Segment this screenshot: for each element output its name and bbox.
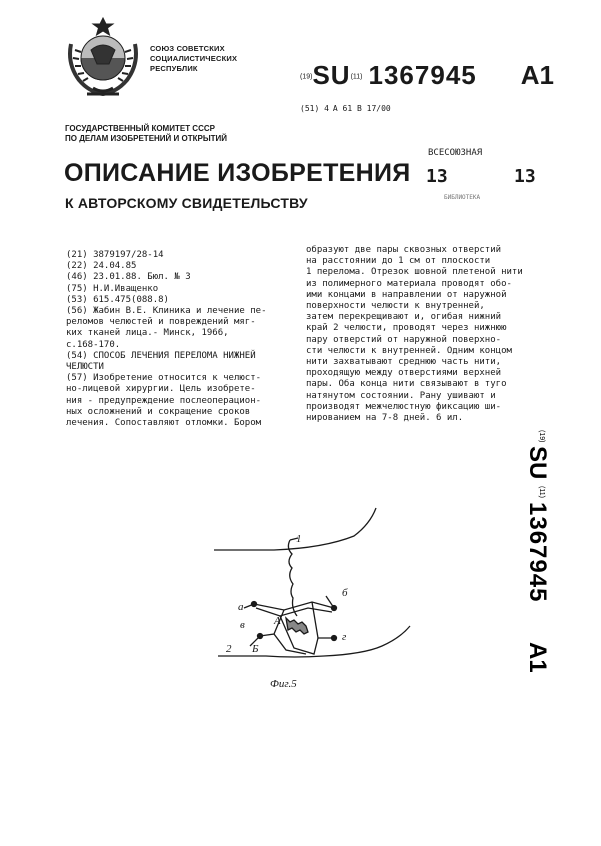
abstract-line: пары. Оба конца нити связывают в туго — [306, 379, 507, 390]
union-line-1: СОЮЗ СОВЕТСКИХ — [150, 44, 225, 53]
biblio-line: (54) СПОСОБ ЛЕЧЕНИЯ ПЕРЕЛОМА НИЖНЕЙ — [66, 350, 256, 361]
abstract-line: пару отверстий от наружной поверхно- — [306, 334, 502, 345]
ipc-class: A 61 B 17/00 — [332, 104, 391, 113]
abstract-line: на расстоянии до 1 см от плоскости — [306, 256, 491, 267]
biblio-line: ния - предупреждение послеоперацион- — [66, 395, 262, 406]
union-name — [150, 44, 237, 74]
figure-label-A: А — [274, 615, 281, 627]
committee-line-2: ПО ДЕЛАМ ИЗОБРЕТЕНИЙ И ОТКРЫТИЙ — [65, 134, 228, 143]
abstract-line: нити захватывают среднюю часть нити, — [306, 357, 502, 368]
figure-label-1: 1 — [296, 533, 302, 545]
side-country: SU — [524, 446, 551, 480]
abstract-line: 1 перелома. Отрезок шовной плетеной нити — [306, 267, 523, 278]
abstract-line: поверхности челюсти к внутренней, — [306, 301, 485, 312]
biblio-line: (75) Н.И.Иващенко — [66, 283, 159, 294]
biblio-line: ных осложнений и сокращение сроков — [66, 406, 251, 417]
side-patent-number — [526, 430, 566, 690]
biblio-line: (22) 24.04.85 — [66, 261, 137, 272]
union-line-3: РЕСПУБЛИК — [150, 64, 198, 73]
document-subtitle: К АВТОРСКОМУ СВИДЕТЕЛЬСТВУ — [65, 195, 308, 211]
figure-label-b-upper: б — [342, 587, 348, 599]
biblio-line: (56) Жабин В.Е. Клиника и лечение пе- — [66, 306, 267, 317]
upper-contour — [214, 508, 376, 550]
library-stamp — [424, 148, 542, 208]
biblio-line: ких тканей лица.- Минск, 1966, — [66, 328, 229, 339]
figure-5-drawing — [214, 498, 424, 698]
patent-number: 1367945 — [368, 60, 477, 90]
ipc-classification — [300, 104, 395, 113]
abstract-line: натянутом состоянии. Рану ушивают и — [306, 390, 496, 401]
side-code-11: (11) — [538, 486, 545, 498]
stamp-left-number: 13 — [426, 166, 448, 187]
patent-number-header — [300, 60, 554, 91]
code-11: (11) — [350, 73, 363, 81]
side-code-19: (19) — [538, 430, 545, 443]
country-code: SU — [312, 60, 351, 90]
biblio-line: (53) 615.475(088.8) — [66, 294, 169, 305]
biblio-line: с.168-170. — [66, 339, 121, 350]
figure-label-v: в — [240, 619, 245, 631]
abstract-line: образуют две пары сквозных отверстий — [306, 245, 502, 255]
committee-line-1: ГОСУДАРСТВЕННЫЙ КОМИТЕТ СССР — [65, 124, 215, 133]
bibliographic-data — [66, 250, 298, 429]
abstract-line: из полимерного материала проводят обо- — [306, 278, 512, 289]
side-number: 1367945 — [524, 502, 551, 603]
stamp-right-number: 13 — [514, 166, 536, 187]
document-title: ОПИСАНИЕ ИЗОБРЕТЕНИЯ — [64, 159, 411, 187]
stamp-line-2: БИБЛИОТЕКА — [444, 194, 481, 201]
stamp-line-1: ВСЕСОЮЗНАЯ — [428, 148, 483, 158]
biblio-line: (57) Изобретение относится к челюст- — [66, 373, 262, 384]
side-kind: A1 — [524, 642, 551, 673]
abstract-line: производят межчелюстную фиксацию ши- — [306, 401, 502, 412]
figure-label-a: а — [238, 601, 244, 613]
biblio-line: (21) 3879197/28-14 — [66, 250, 164, 260]
abstract-line: проходящую между отверстиями верхней — [306, 368, 502, 379]
abstract-text — [306, 245, 550, 424]
patent-kind: A1 — [520, 60, 554, 90]
committee-name — [65, 124, 227, 144]
biblio-line: ЧЕЛЮСТИ — [66, 362, 104, 373]
abstract-line: край 2 челюсти, проводят через нижнюю — [306, 323, 507, 334]
abstract-line: затем перекрещивают и, огибая нижний — [306, 312, 502, 323]
abstract-line: нированием на 7-8 дней. 6 ил. — [306, 413, 464, 424]
biblio-line: лечения. Сопоставляют отломки. Бором — [66, 418, 262, 429]
state-emblem — [63, 14, 143, 100]
fracture-line — [288, 540, 297, 616]
figure-caption: Фиг.5 — [270, 678, 297, 690]
abstract-line: сти челюсти к внутренней. Одним концом — [306, 345, 512, 356]
biblio-line: но-лицевой хирургии. Цель изобрете- — [66, 384, 256, 395]
biblio-line: реломов челюстей и повреждений мяг- — [66, 317, 256, 328]
union-line-2: СОЦИАЛИСТИЧЕСКИХ — [150, 54, 238, 63]
ipc-code: (51) 4 — [300, 104, 329, 113]
biblio-line: (46) 23.01.88. Бюл. № 3 — [66, 272, 191, 283]
figure-label-g: г — [342, 631, 347, 643]
code-19: (19) — [300, 73, 313, 81]
figure-label-2: 2 — [226, 643, 232, 655]
abstract-line: ими концами в направлении от наружной — [306, 289, 507, 300]
figure-label-B: Б — [252, 643, 259, 655]
thread-knot — [286, 618, 308, 634]
